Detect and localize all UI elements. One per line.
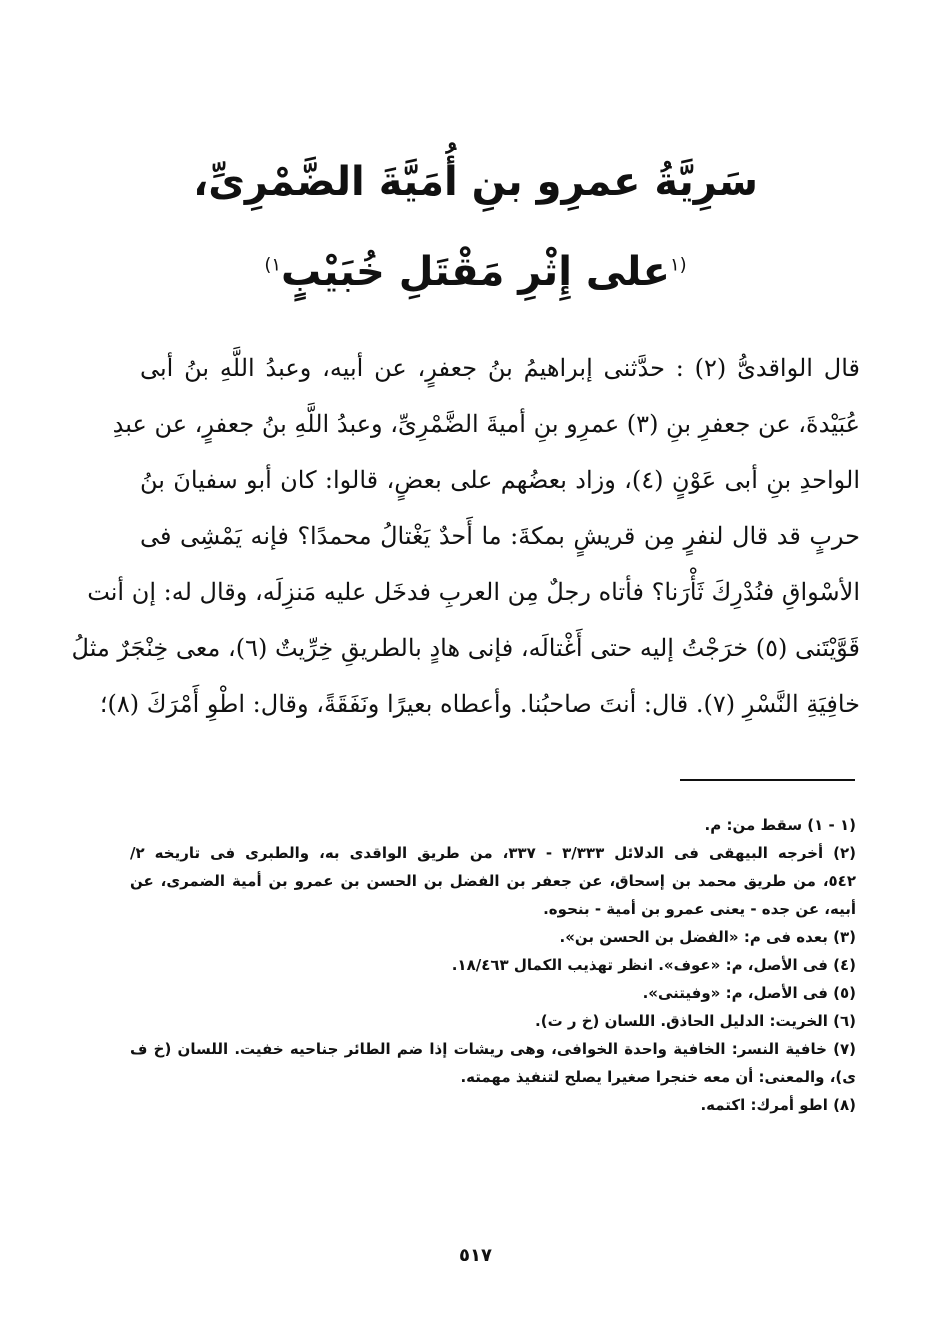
text-line: قَوَّيْتَنى (٥) خرَجْتُ إليه حتى أَغْتالَه، فإنى هادٍ بالطريقِ خِرِّيتٌ (٦)، معى خِنْجَرٌ مثلُ [71,634,860,662]
footnote-line: (٥) فى الأصل، م: «وفيتنى». [642,984,856,1002]
text-line: قال الواقدىُّ (٢) : حدَّثنى إبراهيمُ بنُ جعفرٍ، عن أبيه، وعبدُ اللَّهِ بنُ أبى [140,354,861,382]
chapter-title-line-2-text: على إِثْرِ مَقْتَلِ خُبَيْبٍ [281,249,670,295]
footnote-line: أبيه، عن جده - يعنى عمرو بن أمية - بنحوه. [543,900,856,918]
text-line: خافِيَةِ النَّسْرِ (٧). قال: أنتَ صاحبُنا. وأعطاه بعيرًا ونَفَقَةً، وقال: اطْوِ أَمْرَكَ (٨)؛ [99,690,860,718]
footnotes [130,811,856,1119]
footnote-line: (١ - ١) سقط من: م. [704,816,856,834]
footnote-line: (٣) بعده فى م: «الفضل بن الحسن بن». [559,928,856,946]
page-number: ٥١٧ [459,1245,492,1266]
chapter-title-line-2 [120,249,831,295]
text-line: الأسْواقِ فنُدْرِكَ ثَأْرَنا؟ فأتاه رجلٌ مِن العربِ فدخَل عليه مَنزِلَه، وقال له: إن أنت [87,578,860,606]
text-line: عُبَيْدةَ، عن جعفرِ بنِ (٣) عمرِو بنِ أميةَ الضَّمْرِىِّ، وعبدُ اللَّهِ بنُ جعفرٍ، عن عبدِ [112,410,860,438]
text-line: الواحدِ بنِ أبى عَوْنٍ (٤)، وزاد بعضُهم على بعضٍ، قالوا: كان أبو سفيانَ بنُ [140,466,860,494]
chapter-title-line-1: سَرِيَّةُ عمرِو بنِ أُمَيَّةَ الضَّمْرِىِّ، [193,159,758,205]
title-ref-open: (١ [669,254,687,276]
footnote-line: (٧) خافية النسر: الخافية واحدة الخوافى، وهى ريشات إذا ضم الطائر جناحيه خفيت. اللسان (خ ف [130,1040,856,1058]
footnote-line: ٥٤٢، من طريق محمد بن إسحاق، عن جعفر بن الفضل بن الحسن بن عمرو بن أمية الضمرى، عن [130,872,856,890]
footnote-line: (٢) أخرجه البيهقى فى الدلائل ٣/٣٣٣ - ٣٣٧، من طريق الواقدى به، والطبرى فى تاريخه ٢/ [130,844,857,862]
footnote-line: ى)، والمعنى: أن معه خنجرا صغيرا يصلح لتنفيذ مهمته. [460,1068,856,1086]
title-ref-close: ١) [264,254,282,276]
main-text [71,340,861,732]
footnote-line: (٦) الخريت: الدليل الحاذق. اللسان (خ ر ت). [535,1012,856,1030]
footnote-line: (٤) فى الأصل، م: «عوف». انظر تهذيب الكمال ١٨/٤٦٣. [451,956,856,974]
footnote-line: (٨) اطو أمرك: اكتمه. [700,1096,856,1114]
text-line: حربٍ قد قال لنفرٍ مِن قريشٍ بمكةَ: ما أَحدٌ يَغْتالُ محمدًا؟ فإنه يَمْشِى فى [140,522,860,550]
footnote-separator [680,779,855,781]
